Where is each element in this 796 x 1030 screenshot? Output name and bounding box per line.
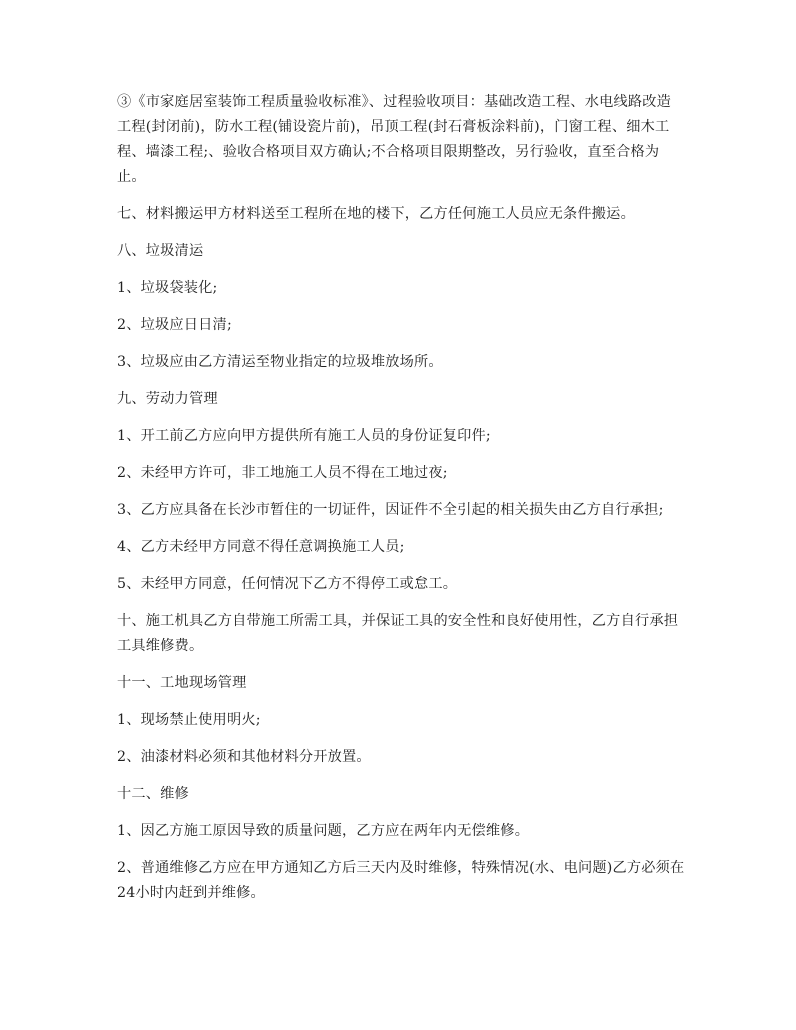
section-11-item-1: 1、现场禁止使用明火;: [117, 712, 261, 728]
section-9-item-2: 2、未经甲方许可，非工地施工人员不得在工地过夜;: [117, 465, 448, 481]
section-9-item-4: 4、乙方未经甲方同意不得任意调换施工人员;: [117, 539, 405, 555]
section-10-tools: 十、施工机具乙方自带施工所需工具，并保证工具的安全性和良好使用性，乙方自行承担工具维修费。: [117, 613, 679, 654]
section-8-item-1: 1、垃圾袋装化;: [117, 280, 218, 296]
section-9-item-5: 5、未经甲方同意，任何情况下乙方不得停工或怠工。: [117, 576, 458, 592]
section-12-item-1: 1、因乙方施工原因导致的质量问题，乙方应在两年内无偿维修。: [117, 823, 530, 839]
section-12-heading: 十二、维修: [117, 786, 189, 802]
section-12-item-2: 2、普通维修乙方应在甲方通知乙方后三天内及时维修，特殊情况(水、电问题)乙方必须在24小时内赶到并维修。: [117, 860, 685, 901]
section-8-heading: 八、垃圾清运: [117, 243, 204, 259]
section-8-item-2: 2、垃圾应日日清;: [117, 317, 232, 333]
section-9-heading: 九、劳动力管理: [117, 391, 218, 407]
section-7-material-transport: 七、材料搬运甲方材料送至工程所在地的楼下，乙方任何施工人员应无条件搬运。: [117, 206, 635, 222]
paragraph-acceptance-standard: ③《市家庭居室装饰工程质量验收标准》、过程验收项目：基础改造工程、水电线路改造工程(封闭前)，防水工程(铺设瓷片前)，吊顶工程(封石膏板涂料前)，门窗工程、细木工程、墙漆工程;、验收合格项目双方确认;不合格项目限期整改，另行验收，直至合格为止。: [117, 94, 672, 185]
section-9-item-1: 1、开工前乙方应向甲方提供所有施工人员的身份证复印件;: [117, 428, 491, 444]
document-body: [117, 90, 685, 918]
section-11-heading: 十一、工地现场管理: [117, 675, 247, 691]
section-11-item-2: 2、油漆材料必须和其他材料分开放置。: [117, 749, 371, 765]
section-9-item-3: 3、乙方应具备在长沙市暂住的一切证件，因证件不全引起的相关损失由乙方自行承担;: [117, 502, 664, 518]
section-8-item-3: 3、垃圾应由乙方清运至物业指定的垃圾堆放场所。: [117, 354, 443, 370]
